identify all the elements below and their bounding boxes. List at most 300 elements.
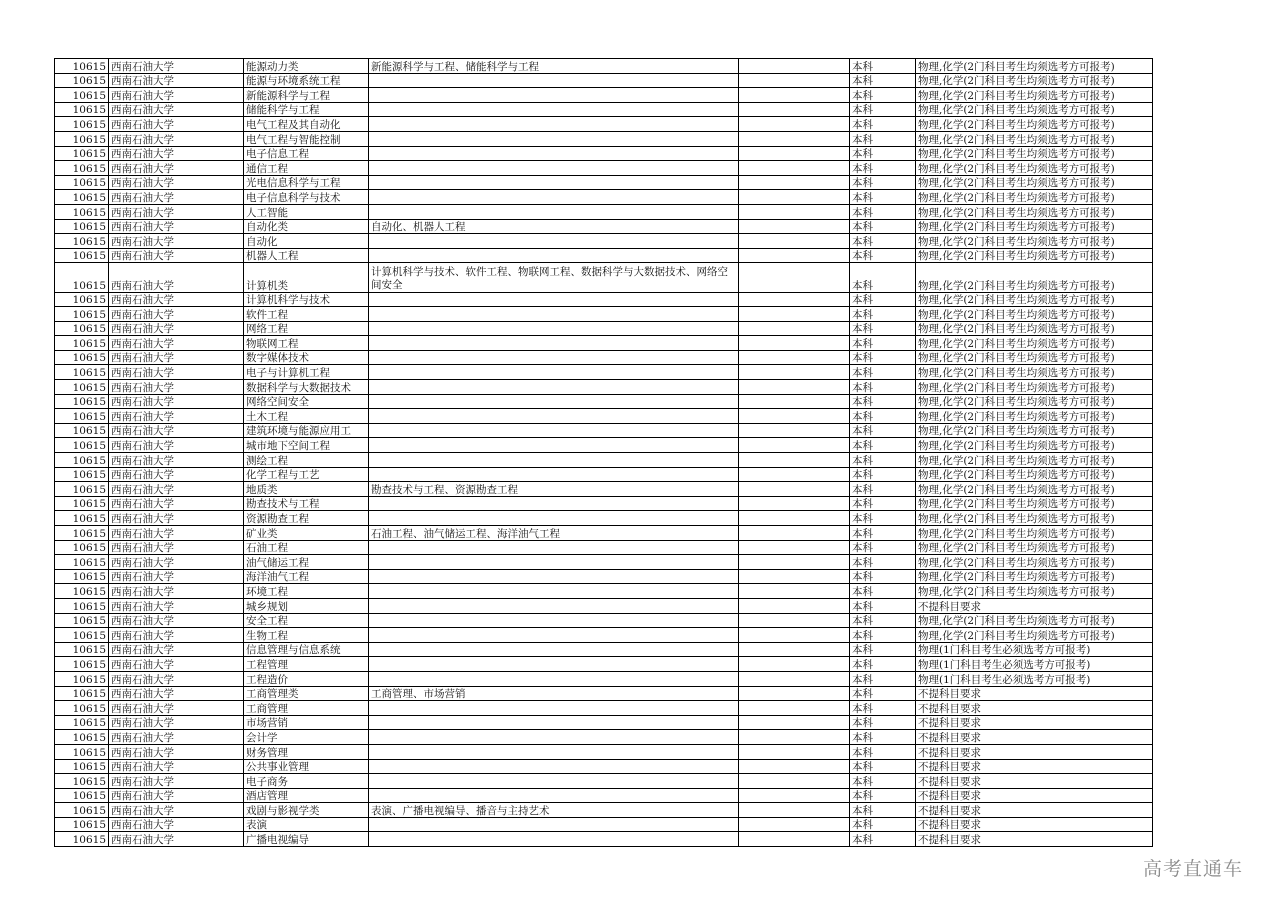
included-majors-cell <box>369 380 739 395</box>
major-name-cell: 地质类 <box>244 482 369 497</box>
table-row <box>55 584 1153 599</box>
education-level-cell: 本科 <box>850 496 916 511</box>
table-row <box>55 131 1153 146</box>
included-majors-cell <box>369 307 739 322</box>
included-majors-cell: 表演、广播电视编导、播音与主持艺术 <box>369 803 739 818</box>
school-code-cell: 10615 <box>55 788 109 803</box>
table-row <box>55 759 1153 774</box>
note-cell <box>739 569 850 584</box>
included-majors-cell <box>369 584 739 599</box>
school-name-cell: 西南石油大学 <box>109 832 244 847</box>
table-row <box>55 292 1153 307</box>
included-majors-cell <box>369 88 739 103</box>
included-majors-cell <box>369 671 739 686</box>
education-level-cell: 本科 <box>850 59 916 74</box>
school-name-cell: 西南石油大学 <box>109 540 244 555</box>
subject-requirement-cell: 物理,化学(2门科目考生均须选考方可报考) <box>916 321 1153 336</box>
note-cell <box>739 131 850 146</box>
included-majors-cell <box>369 146 739 161</box>
subject-requirement-cell: 物理,化学(2门科目考生均须选考方可报考) <box>916 482 1153 497</box>
major-name-cell: 城乡规划 <box>244 598 369 613</box>
table-row <box>55 803 1153 818</box>
note-cell <box>739 467 850 482</box>
major-name-cell: 石油工程 <box>244 540 369 555</box>
table-row <box>55 671 1153 686</box>
education-level-cell: 本科 <box>850 73 916 88</box>
note-cell <box>739 438 850 453</box>
school-name-cell: 西南石油大学 <box>109 774 244 789</box>
major-name-cell: 戏剧与影视学类 <box>244 803 369 818</box>
subject-requirement-cell: 物理,化学(2门科目考生均须选考方可报考) <box>916 59 1153 74</box>
major-name-cell: 计算机类 <box>244 263 369 292</box>
school-name-cell: 西南石油大学 <box>109 365 244 380</box>
school-code-cell: 10615 <box>55 511 109 526</box>
subject-requirement-cell: 不提科目要求 <box>916 730 1153 745</box>
school-code-cell: 10615 <box>55 248 109 263</box>
subject-requirement-cell: 物理,化学(2门科目考生均须选考方可报考) <box>916 190 1153 205</box>
table-row <box>55 146 1153 161</box>
school-code-cell: 10615 <box>55 671 109 686</box>
school-code-cell: 10615 <box>55 584 109 599</box>
note-cell <box>739 365 850 380</box>
subject-requirement-cell: 物理,化学(2门科目考生均须选考方可报考) <box>916 234 1153 249</box>
major-name-cell: 信息管理与信息系统 <box>244 642 369 657</box>
major-name-cell: 测绘工程 <box>244 453 369 468</box>
included-majors-cell <box>369 336 739 351</box>
included-majors-cell <box>369 613 739 628</box>
school-name-cell: 西南石油大学 <box>109 526 244 541</box>
note-cell <box>739 496 850 511</box>
included-majors-cell: 计算机科学与技术、软件工程、物联网工程、数据科学与大数据技术、网络空间安全 <box>369 263 739 292</box>
school-name-cell: 西南石油大学 <box>109 584 244 599</box>
major-name-cell: 电气工程与智能控制 <box>244 131 369 146</box>
note-cell <box>739 482 850 497</box>
included-majors-cell <box>369 365 739 380</box>
school-code-cell: 10615 <box>55 146 109 161</box>
included-majors-cell <box>369 161 739 176</box>
subject-requirement-cell: 物理,化学(2门科目考生均须选考方可报考) <box>916 380 1153 395</box>
major-name-cell: 安全工程 <box>244 613 369 628</box>
education-level-cell: 本科 <box>850 613 916 628</box>
note-cell <box>739 511 850 526</box>
included-majors-cell <box>369 467 739 482</box>
school-name-cell: 西南石油大学 <box>109 613 244 628</box>
note-cell <box>739 730 850 745</box>
school-name-cell: 西南石油大学 <box>109 467 244 482</box>
school-code-cell: 10615 <box>55 598 109 613</box>
subject-requirement-cell: 物理,化学(2门科目考生均须选考方可报考) <box>916 146 1153 161</box>
education-level-cell: 本科 <box>850 453 916 468</box>
school-code-cell: 10615 <box>55 175 109 190</box>
education-level-cell: 本科 <box>850 423 916 438</box>
table-row <box>55 701 1153 716</box>
table-row <box>55 730 1153 745</box>
education-level-cell: 本科 <box>850 686 916 701</box>
note-cell <box>739 117 850 132</box>
school-code-cell: 10615 <box>55 832 109 847</box>
included-majors-cell <box>369 73 739 88</box>
education-level-cell: 本科 <box>850 540 916 555</box>
school-code-cell: 10615 <box>55 394 109 409</box>
note-cell <box>739 336 850 351</box>
major-name-cell: 勘查技术与工程 <box>244 496 369 511</box>
school-code-cell: 10615 <box>55 642 109 657</box>
table-row <box>55 117 1153 132</box>
included-majors-cell <box>369 701 739 716</box>
subject-requirement-cell: 物理,化学(2门科目考生均须选考方可报考) <box>916 102 1153 117</box>
education-level-cell: 本科 <box>850 131 916 146</box>
subject-requirement-cell: 物理,化学(2门科目考生均须选考方可报考) <box>916 350 1153 365</box>
table-row <box>55 715 1153 730</box>
school-code-cell: 10615 <box>55 569 109 584</box>
table-row <box>55 248 1153 263</box>
note-cell <box>739 394 850 409</box>
school-name-cell: 西南石油大学 <box>109 759 244 774</box>
subject-requirement-cell: 不提科目要求 <box>916 598 1153 613</box>
subject-requirement-cell: 物理,化学(2门科目考生均须选考方可报考) <box>916 219 1153 234</box>
major-name-cell: 公共事业管理 <box>244 759 369 774</box>
school-name-cell: 西南石油大学 <box>109 102 244 117</box>
education-level-cell: 本科 <box>850 234 916 249</box>
table-row <box>55 380 1153 395</box>
subject-requirement-cell: 不提科目要求 <box>916 774 1153 789</box>
school-name-cell: 西南石油大学 <box>109 511 244 526</box>
included-majors-cell <box>369 730 739 745</box>
note-cell <box>739 642 850 657</box>
school-name-cell: 西南石油大学 <box>109 131 244 146</box>
included-majors-cell <box>369 496 739 511</box>
included-majors-cell <box>369 788 739 803</box>
included-majors-cell <box>369 248 739 263</box>
school-code-cell: 10615 <box>55 803 109 818</box>
subject-requirement-cell: 不提科目要求 <box>916 686 1153 701</box>
school-code-cell: 10615 <box>55 117 109 132</box>
note-cell <box>739 102 850 117</box>
school-name-cell: 西南石油大学 <box>109 817 244 832</box>
education-level-cell: 本科 <box>850 263 916 292</box>
included-majors-cell <box>369 555 739 570</box>
subject-requirement-cell: 物理,化学(2门科目考生均须选考方可报考) <box>916 336 1153 351</box>
included-majors-cell <box>369 628 739 643</box>
note-cell <box>739 292 850 307</box>
included-majors-cell <box>369 321 739 336</box>
included-majors-cell <box>369 598 739 613</box>
school-code-cell: 10615 <box>55 686 109 701</box>
major-name-cell: 环境工程 <box>244 584 369 599</box>
subject-requirement-cell: 物理,化学(2门科目考生均须选考方可报考) <box>916 555 1153 570</box>
education-level-cell: 本科 <box>850 569 916 584</box>
school-code-cell: 10615 <box>55 540 109 555</box>
subject-requirement-cell: 不提科目要求 <box>916 759 1153 774</box>
education-level-cell: 本科 <box>850 715 916 730</box>
included-majors-cell: 石油工程、油气储运工程、海洋油气工程 <box>369 526 739 541</box>
table-row <box>55 832 1153 847</box>
subject-requirement-cell: 物理(1门科目考生必须选考方可报考) <box>916 657 1153 672</box>
school-name-cell: 西南石油大学 <box>109 380 244 395</box>
subject-requirement-cell: 物理(1门科目考生必须选考方可报考) <box>916 671 1153 686</box>
note-cell <box>739 350 850 365</box>
included-majors-cell: 工商管理、市场营销 <box>369 686 739 701</box>
subject-requirement-cell: 物理,化学(2门科目考生均须选考方可报考) <box>916 292 1153 307</box>
school-name-cell: 西南石油大学 <box>109 496 244 511</box>
school-code-cell: 10615 <box>55 701 109 716</box>
school-name-cell: 西南石油大学 <box>109 409 244 424</box>
education-level-cell: 本科 <box>850 190 916 205</box>
major-name-cell: 自动化 <box>244 234 369 249</box>
school-name-cell: 西南石油大学 <box>109 569 244 584</box>
education-level-cell: 本科 <box>850 350 916 365</box>
school-code-cell: 10615 <box>55 59 109 74</box>
school-code-cell: 10615 <box>55 204 109 219</box>
subject-requirement-cell: 物理,化学(2门科目考生均须选考方可报考) <box>916 467 1153 482</box>
major-name-cell: 新能源科学与工程 <box>244 88 369 103</box>
major-name-cell: 软件工程 <box>244 307 369 322</box>
school-code-cell: 10615 <box>55 131 109 146</box>
school-code-cell: 10615 <box>55 438 109 453</box>
table-row <box>55 496 1153 511</box>
included-majors-cell <box>369 292 739 307</box>
subject-requirement-cell: 物理,化学(2门科目考生均须选考方可报考) <box>916 161 1153 176</box>
table-row <box>55 204 1153 219</box>
major-name-cell: 储能科学与工程 <box>244 102 369 117</box>
subject-requirement-cell: 不提科目要求 <box>916 817 1153 832</box>
education-level-cell: 本科 <box>850 774 916 789</box>
education-level-cell: 本科 <box>850 321 916 336</box>
note-cell <box>739 204 850 219</box>
education-level-cell: 本科 <box>850 365 916 380</box>
school-code-cell: 10615 <box>55 730 109 745</box>
major-name-cell: 表演 <box>244 817 369 832</box>
school-name-cell: 西南石油大学 <box>109 628 244 643</box>
major-name-cell: 土木工程 <box>244 409 369 424</box>
note-cell <box>739 555 850 570</box>
note-cell <box>739 774 850 789</box>
table-row <box>55 744 1153 759</box>
school-name-cell: 西南石油大学 <box>109 307 244 322</box>
note-cell <box>739 540 850 555</box>
education-level-cell: 本科 <box>850 555 916 570</box>
table-row <box>55 526 1153 541</box>
included-majors-cell <box>369 511 739 526</box>
note-cell <box>739 219 850 234</box>
table-row <box>55 307 1153 322</box>
major-name-cell: 人工智能 <box>244 204 369 219</box>
note-cell <box>739 657 850 672</box>
school-code-cell: 10615 <box>55 482 109 497</box>
included-majors-cell: 勘查技术与工程、资源勘查工程 <box>369 482 739 497</box>
note-cell <box>739 584 850 599</box>
table-row <box>55 59 1153 74</box>
note-cell <box>739 161 850 176</box>
note-cell <box>739 788 850 803</box>
table-row <box>55 321 1153 336</box>
table-row <box>55 613 1153 628</box>
table-row <box>55 102 1153 117</box>
table-row <box>55 350 1153 365</box>
note-cell <box>739 380 850 395</box>
included-majors-cell <box>369 234 739 249</box>
note-cell <box>739 453 850 468</box>
table-row <box>55 569 1153 584</box>
subject-requirement-cell: 物理,化学(2门科目考生均须选考方可报考) <box>916 263 1153 292</box>
school-code-cell: 10615 <box>55 292 109 307</box>
subject-requirement-cell: 物理,化学(2门科目考生均须选考方可报考) <box>916 453 1153 468</box>
included-majors-cell <box>369 190 739 205</box>
major-name-cell: 网络空间安全 <box>244 394 369 409</box>
major-name-cell: 电子与计算机工程 <box>244 365 369 380</box>
school-name-cell: 西南石油大学 <box>109 204 244 219</box>
education-level-cell: 本科 <box>850 657 916 672</box>
education-level-cell: 本科 <box>850 598 916 613</box>
school-code-cell: 10615 <box>55 263 109 292</box>
table-row <box>55 73 1153 88</box>
subject-requirement-cell: 物理,化学(2门科目考生均须选考方可报考) <box>916 248 1153 263</box>
subject-requirement-cell: 物理,化学(2门科目考生均须选考方可报考) <box>916 131 1153 146</box>
table-row <box>55 686 1153 701</box>
major-name-cell: 化学工程与工艺 <box>244 467 369 482</box>
school-name-cell: 西南石油大学 <box>109 234 244 249</box>
major-name-cell: 酒店管理 <box>244 788 369 803</box>
school-name-cell: 西南石油大学 <box>109 730 244 745</box>
major-name-cell: 电气工程及其自动化 <box>244 117 369 132</box>
included-majors-cell <box>369 453 739 468</box>
school-code-cell: 10615 <box>55 555 109 570</box>
school-code-cell: 10615 <box>55 336 109 351</box>
table-row <box>55 482 1153 497</box>
table-row <box>55 234 1153 249</box>
school-name-cell: 西南石油大学 <box>109 598 244 613</box>
school-code-cell: 10615 <box>55 496 109 511</box>
note-cell <box>739 321 850 336</box>
education-level-cell: 本科 <box>850 701 916 716</box>
major-name-cell: 市场营销 <box>244 715 369 730</box>
school-name-cell: 西南石油大学 <box>109 175 244 190</box>
table-row <box>55 453 1153 468</box>
school-name-cell: 西南石油大学 <box>109 190 244 205</box>
major-name-cell: 数字媒体技术 <box>244 350 369 365</box>
education-level-cell: 本科 <box>850 803 916 818</box>
school-code-cell: 10615 <box>55 526 109 541</box>
note-cell <box>739 307 850 322</box>
school-name-cell: 西南石油大学 <box>109 219 244 234</box>
school-name-cell: 西南石油大学 <box>109 788 244 803</box>
school-code-cell: 10615 <box>55 744 109 759</box>
major-name-cell: 工程管理 <box>244 657 369 672</box>
subject-requirement-cell: 不提科目要求 <box>916 832 1153 847</box>
note-cell <box>739 423 850 438</box>
major-name-cell: 工商管理 <box>244 701 369 716</box>
included-majors-cell <box>369 117 739 132</box>
table-body <box>55 59 1153 847</box>
included-majors-cell <box>369 774 739 789</box>
school-code-cell: 10615 <box>55 219 109 234</box>
major-name-cell: 通信工程 <box>244 161 369 176</box>
subject-requirement-cell: 不提科目要求 <box>916 715 1153 730</box>
table-row <box>55 88 1153 103</box>
table-row <box>55 219 1153 234</box>
table-row <box>55 540 1153 555</box>
table-row <box>55 628 1153 643</box>
major-name-cell: 机器人工程 <box>244 248 369 263</box>
table-row <box>55 817 1153 832</box>
school-code-cell: 10615 <box>55 409 109 424</box>
school-name-cell: 西南石油大学 <box>109 394 244 409</box>
table-row <box>55 263 1153 292</box>
table-row <box>55 555 1153 570</box>
note-cell <box>739 817 850 832</box>
school-code-cell: 10615 <box>55 467 109 482</box>
subject-requirement-cell: 物理,化学(2门科目考生均须选考方可报考) <box>916 628 1153 643</box>
watermark-text: 高考直通车 <box>1143 858 1244 880</box>
school-name-cell: 西南石油大学 <box>109 263 244 292</box>
included-majors-cell <box>369 438 739 453</box>
table-row <box>55 774 1153 789</box>
school-name-cell: 西南石油大学 <box>109 657 244 672</box>
subject-requirement-cell: 物理,化学(2门科目考生均须选考方可报考) <box>916 307 1153 322</box>
note-cell <box>739 234 850 249</box>
school-name-cell: 西南石油大学 <box>109 336 244 351</box>
note-cell <box>739 409 850 424</box>
subject-requirement-cell: 物理,化学(2门科目考生均须选考方可报考) <box>916 204 1153 219</box>
major-name-cell: 电子商务 <box>244 774 369 789</box>
school-name-cell: 西南石油大学 <box>109 146 244 161</box>
included-majors-cell <box>369 832 739 847</box>
school-name-cell: 西南石油大学 <box>109 701 244 716</box>
major-name-cell: 网络工程 <box>244 321 369 336</box>
school-code-cell: 10615 <box>55 628 109 643</box>
note-cell <box>739 803 850 818</box>
education-level-cell: 本科 <box>850 438 916 453</box>
education-level-cell: 本科 <box>850 292 916 307</box>
subject-requirement-cell: 物理,化学(2门科目考生均须选考方可报考) <box>916 365 1153 380</box>
school-name-cell: 西南石油大学 <box>109 88 244 103</box>
note-cell <box>739 88 850 103</box>
school-code-cell: 10615 <box>55 161 109 176</box>
included-majors-cell <box>369 569 739 584</box>
school-name-cell: 西南石油大学 <box>109 321 244 336</box>
subject-requirement-cell: 物理,化学(2门科目考生均须选考方可报考) <box>916 394 1153 409</box>
education-level-cell: 本科 <box>850 817 916 832</box>
major-name-cell: 矿业类 <box>244 526 369 541</box>
school-code-cell: 10615 <box>55 350 109 365</box>
school-name-cell: 西南石油大学 <box>109 438 244 453</box>
table-row <box>55 394 1153 409</box>
education-level-cell: 本科 <box>850 102 916 117</box>
table-row <box>55 409 1153 424</box>
major-name-cell: 能源与环境系统工程 <box>244 73 369 88</box>
subject-requirement-cell: 物理,化学(2门科目考生均须选考方可报考) <box>916 409 1153 424</box>
education-level-cell: 本科 <box>850 467 916 482</box>
note-cell <box>739 715 850 730</box>
school-name-cell: 西南石油大学 <box>109 453 244 468</box>
education-level-cell: 本科 <box>850 117 916 132</box>
major-name-cell: 生物工程 <box>244 628 369 643</box>
school-name-cell: 西南石油大学 <box>109 73 244 88</box>
school-code-cell: 10615 <box>55 365 109 380</box>
major-name-cell: 数据科学与大数据技术 <box>244 380 369 395</box>
subject-requirement-cell: 物理(1门科目考生必须选考方可报考) <box>916 642 1153 657</box>
table-row <box>55 190 1153 205</box>
major-name-cell: 电子信息工程 <box>244 146 369 161</box>
school-code-cell: 10615 <box>55 88 109 103</box>
school-code-cell: 10615 <box>55 759 109 774</box>
note-cell <box>739 686 850 701</box>
included-majors-cell <box>369 817 739 832</box>
subject-requirement-cell: 物理,化学(2门科目考生均须选考方可报考) <box>916 511 1153 526</box>
subject-requirement-cell: 物理,化学(2门科目考生均须选考方可报考) <box>916 526 1153 541</box>
education-level-cell: 本科 <box>850 671 916 686</box>
school-name-cell: 西南石油大学 <box>109 686 244 701</box>
